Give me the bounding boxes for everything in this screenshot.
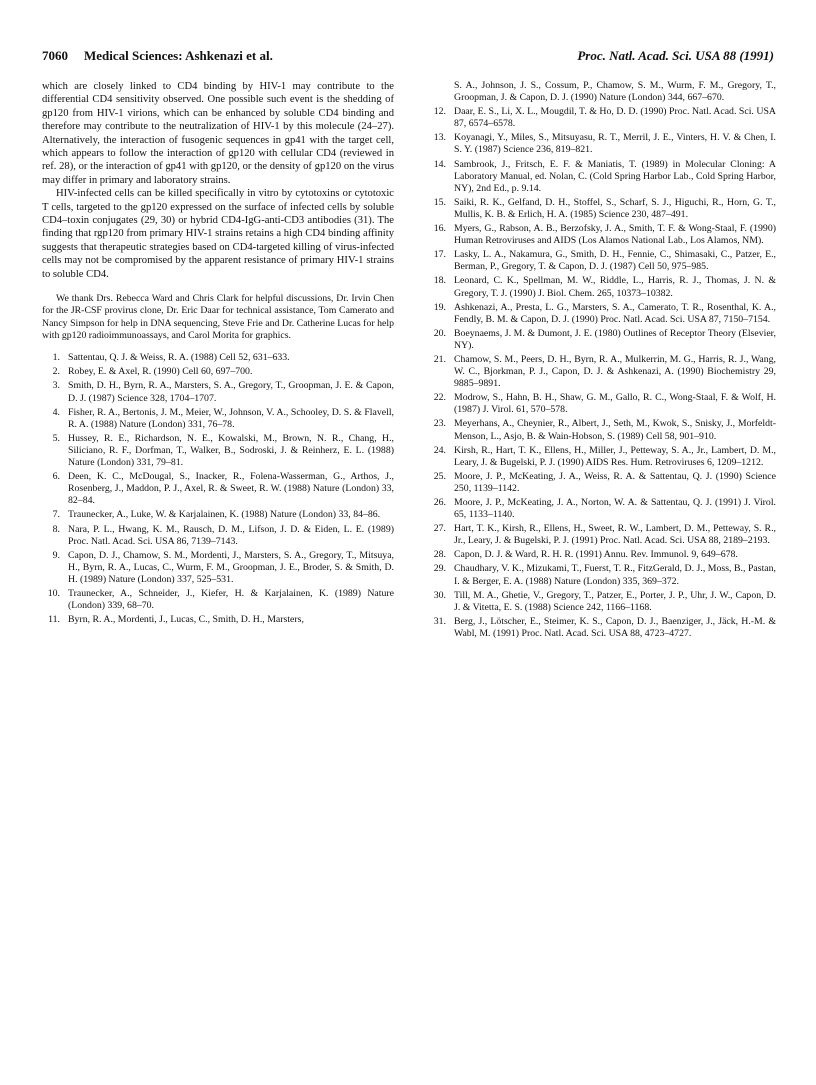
reference-text: Nara, P. L., Hwang, K. M., Rausch, D. M., Lifson, J. D. & Eiden, L. E. (1989) Proc. Natl. Acad. Sci. USA 86, 7139–7143. — [68, 523, 394, 547]
reference-number: 29. — [433, 563, 446, 575]
reference-number: 20. — [433, 327, 446, 339]
reference-item — [428, 223, 776, 247]
reference-text: Till, M. A., Ghetie, V., Gregory, T., Patzer, E., Porter, J. P., Uhr, J. W., Capon, D. J. & Vitetta, E. S. (1988) Science 242, 1166–1168. — [454, 589, 776, 613]
reference-number: 19. — [433, 301, 446, 313]
page-header — [42, 48, 774, 68]
reference-text: Myers, G., Rabson, A. B., Berzofsky, J. A., Smith, T. F. & Wong-Staal, F. (1990) Human Retroviruses and AIDS (Los Alamos National Lab., Los Alamos, NM). — [454, 223, 776, 247]
reference-text: Saiki, R. K., Gelfand, D. H., Stoffel, S., Scharf, S. J., Higuchi, R., Horn, G. T., Mullis, K. B. & Erlich, H. A. (1985) Science 230, 487–491. — [454, 196, 776, 220]
reference-text: Moore, J. P., McKeating, J. A., Norton, W. A. & Sattentau, Q. J. (1991) J. Virol. 65, 1133–1140. — [454, 497, 776, 521]
reference-number: 22. — [433, 392, 446, 404]
reference-text: Traunecker, A., Luke, W. & Karjalainen, K. (1988) Nature (London) 33, 84–86. — [68, 509, 381, 521]
reference-text: Kirsh, R., Hart, T. K., Ellens, H., Miller, J., Petteway, S. A., Jr., Lambert, D. M., Leary, J. & Bugelski, P. J. (1990) AIDS Res. Hum. Retroviruses 6, 1209–1212. — [454, 444, 776, 468]
reference-item — [428, 616, 776, 640]
reference-item — [42, 352, 394, 364]
reference-text: Robey, E. & Axel, R. (1990) Cell 60, 697–700. — [68, 366, 253, 378]
reference-text: Byrn, R. A., Mordenti, J., Lucas, C., Smith, D. H., Marsters, — [68, 614, 304, 626]
reference-text: Lasky, L. A., Nakamura, G., Smith, D. H., Fennie, C., Shimasaki, C., Patzer, E., Berman, P., Gregory, T. & Capon, D. J. (1987) Cell 50, 975–985. — [454, 249, 776, 273]
reference-number: 7. — [52, 509, 60, 521]
reference-text: Capon, D. J., Chamow, S. M., Mordenti, J., Marsters, S. A., Gregory, T., Mitsuya, H., Byrn, R. A., Lucas, C., Wurm, F. M., Groopman, J. E., Broder, S. & Smith, D. H. (1989) Nature (London) 337, 525–531. — [68, 549, 394, 585]
reference-number: 4. — [52, 406, 60, 418]
reference-item — [428, 497, 776, 521]
reference-number: 25. — [433, 470, 446, 482]
reference-item — [428, 549, 776, 561]
body-paragraph-1: which are closely linked to CD4 binding by HIV-1 may contribute to the differential CD4 sensitivity observed. One possible such event is the shedding of gp120 from HIV-1 virions, which can be enhanced by soluble CD4 binding and therefore may contribute to the neutralization of HIV-1 by this molecule (24–27). Alternatively, the interaction of fusogenic sequences in gp41 with the target cell, which appears to follow the interaction of gp120 with cellular CD4 (reviewed in ref. 28), or the interaction of gp41 with gp120, or the density of gp120 on the virus may differ in primary and laboratory strains. — [42, 81, 394, 186]
left-column — [42, 80, 394, 628]
reference-item — [428, 563, 776, 587]
reference-number: 8. — [52, 523, 60, 535]
reference-item — [428, 106, 776, 130]
reference-item — [428, 471, 776, 495]
reference-item — [42, 509, 394, 521]
reference-text: Moore, J. P., McKeating, J. A., Weiss, R. A. & Sattentau, Q. J. (1990) Science 250, 1139–1142. — [454, 470, 776, 494]
reference-list-right — [428, 80, 776, 104]
reference-item — [42, 614, 394, 626]
reference-number: 2. — [52, 366, 60, 378]
reference-item — [428, 523, 776, 547]
reference-text: Berg, J., Lötscher, E., Steimer, K. S., Capon, D. J., Baenziger, J., Jäck, H.-M. & Wabl, M. (1991) Proc. Natl. Acad. Sci. USA 88, 4723–4727. — [454, 615, 776, 639]
reference-text: Ashkenazi, A., Presta, L. G., Marsters, S. A., Camerato, T. R., Rosenthal, K. A., Fendly, B. M. & Capon, D. J. (1990) Proc. Natl. Acad. Sci. USA 87, 7150–7154. — [454, 301, 776, 325]
reference-number: 14. — [433, 158, 446, 170]
reference-number: 3. — [52, 380, 60, 392]
reference-text: Leonard, C. K., Spellman, M. W., Riddle, L., Harris, R. J., Thomas, J. N. & Gregory, T. J. (1990) J. Biol. Chem. 265, 10373–10382. — [454, 275, 776, 299]
reference-text: Boeynaems, J. M. & Dumont, J. E. (1980) Outlines of Receptor Theory (Elsevier, NY). — [454, 327, 776, 351]
reference-number: 9. — [52, 549, 60, 561]
reference-number: 5. — [52, 432, 60, 444]
reference-number: 6. — [52, 471, 60, 483]
reference-item — [428, 418, 776, 442]
reference-item — [42, 524, 394, 548]
reference-text: Traunecker, A., Schneider, J., Kiefer, H. & Karjalainen, K. (1989) Nature (London) 339, 68–70. — [68, 587, 394, 612]
reference-number: 21. — [433, 353, 446, 365]
reference-number: 27. — [433, 523, 446, 535]
reference-text: Daar, E. S., Li, X. L., Mougdil, T. & Ho, D. D. (1990) Proc. Natl. Acad. Sci. USA 87, 6574–6578. — [454, 106, 776, 130]
reference-item — [428, 328, 776, 352]
reference-item — [42, 588, 394, 612]
reference-number: 24. — [433, 444, 446, 456]
reference-item — [428, 590, 776, 614]
reference-item — [42, 471, 394, 507]
reference-item — [428, 132, 776, 156]
reference-text: Meyerhans, A., Cheynier, R., Albert, J., Seth, M., Kwok, S., Snisky, J., Morfeldt-Menson, L., Asjo, B. & Wain-Hobson, S. (1989) Cell 58, 901–910. — [454, 418, 776, 442]
reference-number: 10. — [47, 587, 60, 599]
reference-text: Chamow, S. M., Peers, D. H., Byrn, R. A., Mulkerrin, M. G., Harris, R. J., Wang, W. C., Bjorkman, P. J., Capon, D. J. & Ashkenazi, A. (1990) Biochemistry 29, 9885–9891. — [454, 353, 776, 390]
reference-text: Capon, D. J. & Ward, R. H. R. (1991) Annu. Rev. Immunol. 9, 649–678. — [454, 549, 738, 561]
reference-list-left — [42, 352, 394, 626]
reference-item — [428, 392, 776, 416]
reference-number: 18. — [433, 275, 446, 287]
reference-11-continued: S. A., Johnson, J. S., Cossum, P., Chamow, S. M., Wurm, F. M., Gregory, T., Groopman, J. & Capon, D. J. (1990) Nature (London) 344, 667–670. — [454, 80, 776, 104]
reference-text: Chaudhary, V. K., Mizukami, T., Fuerst, T. R., FitzGerald, D. J., Moss, B., Pastan, I. & Berger, E. A. (1988) Nature (London) 335, 369–372. — [454, 563, 776, 587]
reference-text: Hart, T. K., Kirsh, R., Ellens, H., Sweet, R. W., Lambert, D. M., Petteway, S. R., Jr., Leary, J. & Bugelski, P. J. (1991) Proc. Natl. Acad. Sci. USA 88, 2189–2193. — [454, 523, 776, 547]
reference-text: Hussey, R. E., Richardson, N. E., Kowalski, M., Brown, N. R., Chang, H., Siliciano, R. F., Dorfman, T., Walker, B., Sodroski, J. & Reinherz, E. L. (1988) Nature (London) 331, 79–81. — [68, 432, 394, 469]
running-head-right: Proc. Natl. Acad. Sci. USA 88 (1991) — [577, 48, 774, 63]
reference-number: 11. — [48, 614, 60, 626]
reference-number: 13. — [433, 132, 446, 144]
reference-item — [42, 380, 394, 404]
reference-item — [428, 249, 776, 273]
reference-item — [428, 159, 776, 195]
reference-number: 31. — [433, 615, 446, 627]
reference-item — [42, 366, 394, 378]
reference-item — [428, 354, 776, 390]
reference-number: 28. — [433, 549, 446, 561]
running-head-left: Medical Sciences: Ashkenazi et al. — [84, 48, 273, 63]
reference-number: 15. — [433, 196, 446, 208]
reference-item — [42, 433, 394, 469]
reference-item — [428, 197, 776, 221]
acknowledgment: We thank Drs. Rebecca Ward and Chris Clark for helpful discussions, Dr. Irvin Chen for the JR-CSF provirus clone, Dr. Eric Daar for technical assistance, Tom Camerato and Nancy Simpson for help in DNA sequencing, Steve Frie and Dr. Catherine Lucas for help with gp120 radioimmunoassays, and Carol Morita for graphics. — [42, 293, 394, 341]
reference-text: Koyanagi, Y., Miles, S., Mitsuyasu, R. T., Merril, J. E., Vinters, H. V. & Chen, I. S. Y. (1987) Science 236, 819–821. — [454, 132, 776, 156]
reference-item — [428, 445, 776, 469]
reference-number: 30. — [433, 589, 446, 601]
reference-text: Sambrook, J., Fritsch, E. F. & Maniatis, T. (1989) in Molecular Cloning: A Laboratory Manual, ed. Nolan, C. (Cold Spring Harbor Lab., Cold Spring Harbor, NY), 2nd Ed., p. 9.14. — [454, 158, 776, 194]
reference-text: Modrow, S., Hahn, B. H., Shaw, G. M., Gallo, R. C., Wong-Staal, F. & Wolf, H. (1987) J. Virol. 61, 570–578. — [454, 392, 776, 416]
reference-list-right-numbered — [428, 106, 776, 640]
reference-number: 26. — [433, 497, 446, 508]
reference-number: 16. — [433, 223, 446, 235]
reference-item — [42, 407, 394, 431]
reference-text: Deen, K. C., McDougal, S., Inacker, R., Folena-Wasserman, G., Arthos, J., Rosenberg, J., Maddon, P. J., Axel, R. & Sweet, R. W. (1988) Nature (London) 33, 82–84. — [68, 471, 394, 507]
reference-item — [428, 302, 776, 326]
reference-number: 17. — [433, 249, 446, 261]
reference-text: Fisher, R. A., Bertonis, J. M., Meier, W., Johnson, V. A., Schooley, D. S. & Flavell, R. A. (1988) Nature (London) 331, 76–78. — [68, 406, 394, 430]
reference-text: Smith, D. H., Byrn, R. A., Marsters, S. A., Gregory, T., Groopman, J. E. & Capon, D. J. (1987) Science 328, 1704–1707. — [68, 380, 394, 404]
reference-number: 1. — [52, 352, 60, 364]
reference-item — [42, 550, 394, 586]
page-number: 7060 — [42, 48, 68, 63]
reference-number: 12. — [433, 106, 446, 118]
right-column — [428, 80, 776, 642]
reference-number: 23. — [433, 418, 446, 430]
body-paragraph-2: HIV-infected cells can be killed specifically in vitro by cytotoxins or cytotoxic T cells, targeted to the gp120 expressed on the surface of infected cells by soluble CD4–toxin conjugates (29, 30) or hybrid CD4-IgG-anti-CD3 antibodies (31). The finding that rgp120 from primary HIV-1 strains retains a high CD4 binding affinity suggests that therapeutic strategies based on CD4-targeted killing of virus-infected cells may not be compromised by the apparent resistance of primary HIV-1 strains to soluble CD4. — [42, 188, 394, 280]
reference-text: Sattentau, Q. J. & Weiss, R. A. (1988) Cell 52, 631–633. — [68, 352, 290, 364]
reference-item — [428, 275, 776, 299]
